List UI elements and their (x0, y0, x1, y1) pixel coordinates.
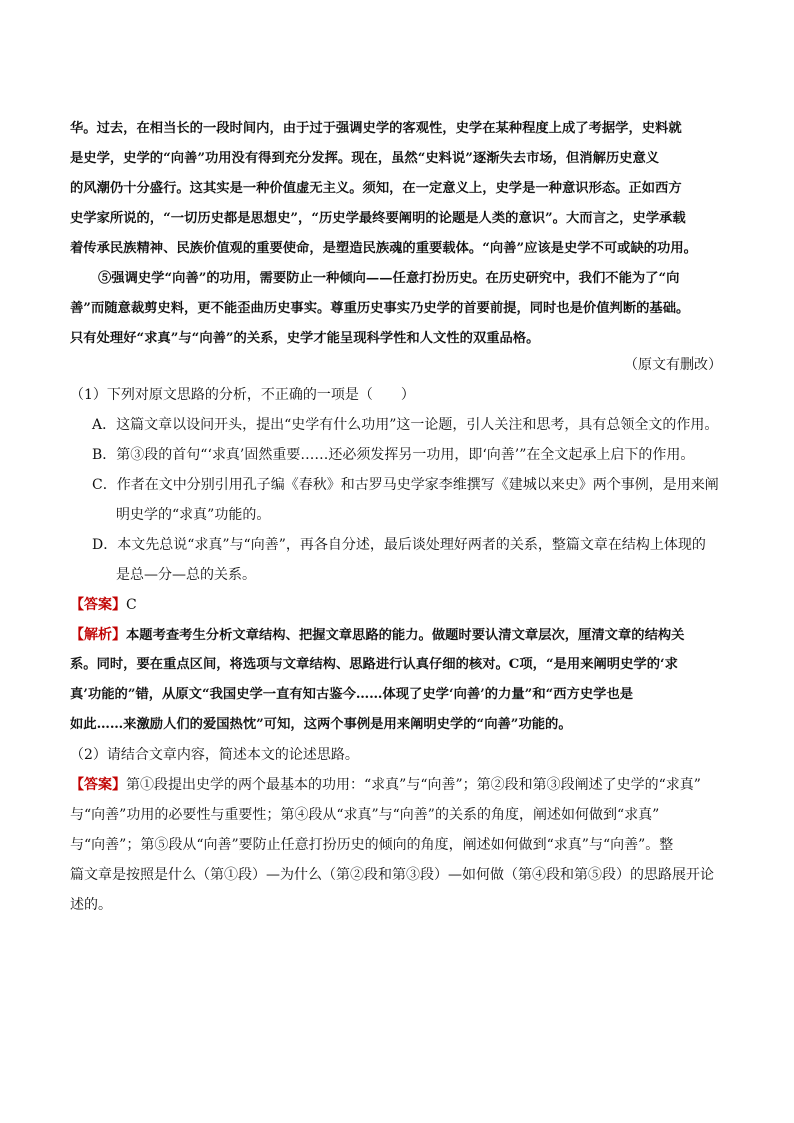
answer-1 (70, 590, 722, 620)
passage-line: 着传承民族精神、民族价值观的重要使命，是塑造民族魂的重要载体。“向善”应该是史学不可或缺的功用。 (70, 241, 697, 256)
analysis-line: 真’功能的”错，从原文“我国史学一直有知古鉴今……体现了史学‘向善’的力量”和“西方史学也是 (70, 687, 634, 702)
answer-2-line: 与“向善”；第⑤段从“向善”要防止任意打扮历史的倾向的角度，阐述如何做到“求真”与“向善”。整 (70, 837, 674, 853)
answer-label: 【答案】 (70, 597, 126, 613)
passage-text (70, 114, 722, 354)
answer-2-line: 【答案】第①段提出史学的两个最基本的功用：“求真”与“向善”；第②段和第③段阐述了史学的“求真” (70, 777, 701, 793)
question-1-stem: （1）下列对原文思路的分析，不正确的一项是（ ） (70, 387, 415, 403)
answer-value: C (126, 597, 137, 613)
analysis-line: 如此……来激励人们的爱国热忱”可知，这两个事例是用来阐明史学的“向善”功能的。 (70, 717, 572, 732)
analysis-line: 【解析】本题考查考生分析文章结构、把握文章思路的能力。做题时要认清文章层次，厘清文章的结构关 (70, 627, 685, 643)
analysis (70, 620, 722, 740)
source-note: （原文有删改） (624, 357, 722, 373)
question-2 (70, 740, 722, 920)
passage-line: ⑤强调史学“向善”的功用，需要防止一种倾向——任意打扮历史。在历史研究中，我们不能为了“向 (98, 271, 680, 286)
question-1 (70, 380, 722, 620)
passage-line: 是史学，史学的“向善”功用没有得到充分发挥。现在，虽然“史料说”逐渐失去市场，但消解历史意义 (70, 151, 660, 166)
passage-line: 的风潮仍十分盛行。这其实是一种价值虚无主义。须知，在一定意义上，史学是一种意识形态。正如西方 (70, 181, 682, 196)
answer-2-line: 述的。 (70, 897, 112, 913)
answer-label: 【答案】 (70, 777, 126, 793)
option-a: A．这篇文章以设问开头，提出“史学有什么功用”这一论题，引人关注和思考，具有总领全文的作用。 (92, 417, 719, 433)
option-c-continued: 明史学的“求真”功能的。 (116, 507, 271, 523)
option-b: B．第③段的首句“‘求真’固然重要……还必须发挥另一功用，即‘向善’”在全文起承上启下的作用。 (92, 447, 695, 463)
passage-line: 只有处理好“求真”与“向善”的关系，史学才能呈现科学性和人文性的双重品格。 (70, 331, 540, 346)
passage-line: 华。过去，在相当长的一段时间内，由于过于强调史学的客观性，史学在某种程度上成了考据学，史料就 (70, 121, 682, 136)
answer-2-line: 与“向善”功用的必要性与重要性；第④段从“求真”与“向善”的关系的角度，阐述如何做到“求真” (70, 807, 660, 823)
analysis-label: 【解析】 (70, 627, 126, 643)
option-d: D．本文先总说“求真”与“向善”，再各自分述，最后谈处理好两者的关系，整篇文章在结构上体现的 (92, 537, 706, 553)
passage-line: 善”而随意裁剪史料，更不能歪曲历史事实。尊重历史事实乃史学的首要前提，同时也是价值判断的基础。 (70, 301, 690, 316)
passage-line: 史学家所说的，“一切历史都是思想史”，“历史学最终要阐明的论题是人类的意识”。大而言之，史学承载 (70, 211, 686, 226)
analysis-line: 系。同时，要在重点区间，将选项与文章结构、思路进行认真仔细的核对。C项，“是用来阐明史学的‘求 (70, 657, 678, 672)
option-c: C．作者在文中分别引用孔子编《春秋》和古罗马史学家李维撰写《建城以来史》两个事例，是用来阐 (92, 477, 719, 493)
answer-2-line: 篇文章是按照是什么（第①段）—为什么（第②段和第③段）—如何做（第④段和第⑤段）的思路展开论 (70, 867, 714, 883)
option-d-continued: 是总—分—总的关系。 (116, 567, 256, 583)
question-2-stem: （2）请结合文章内容，简述本文的论述思路。 (70, 747, 359, 763)
